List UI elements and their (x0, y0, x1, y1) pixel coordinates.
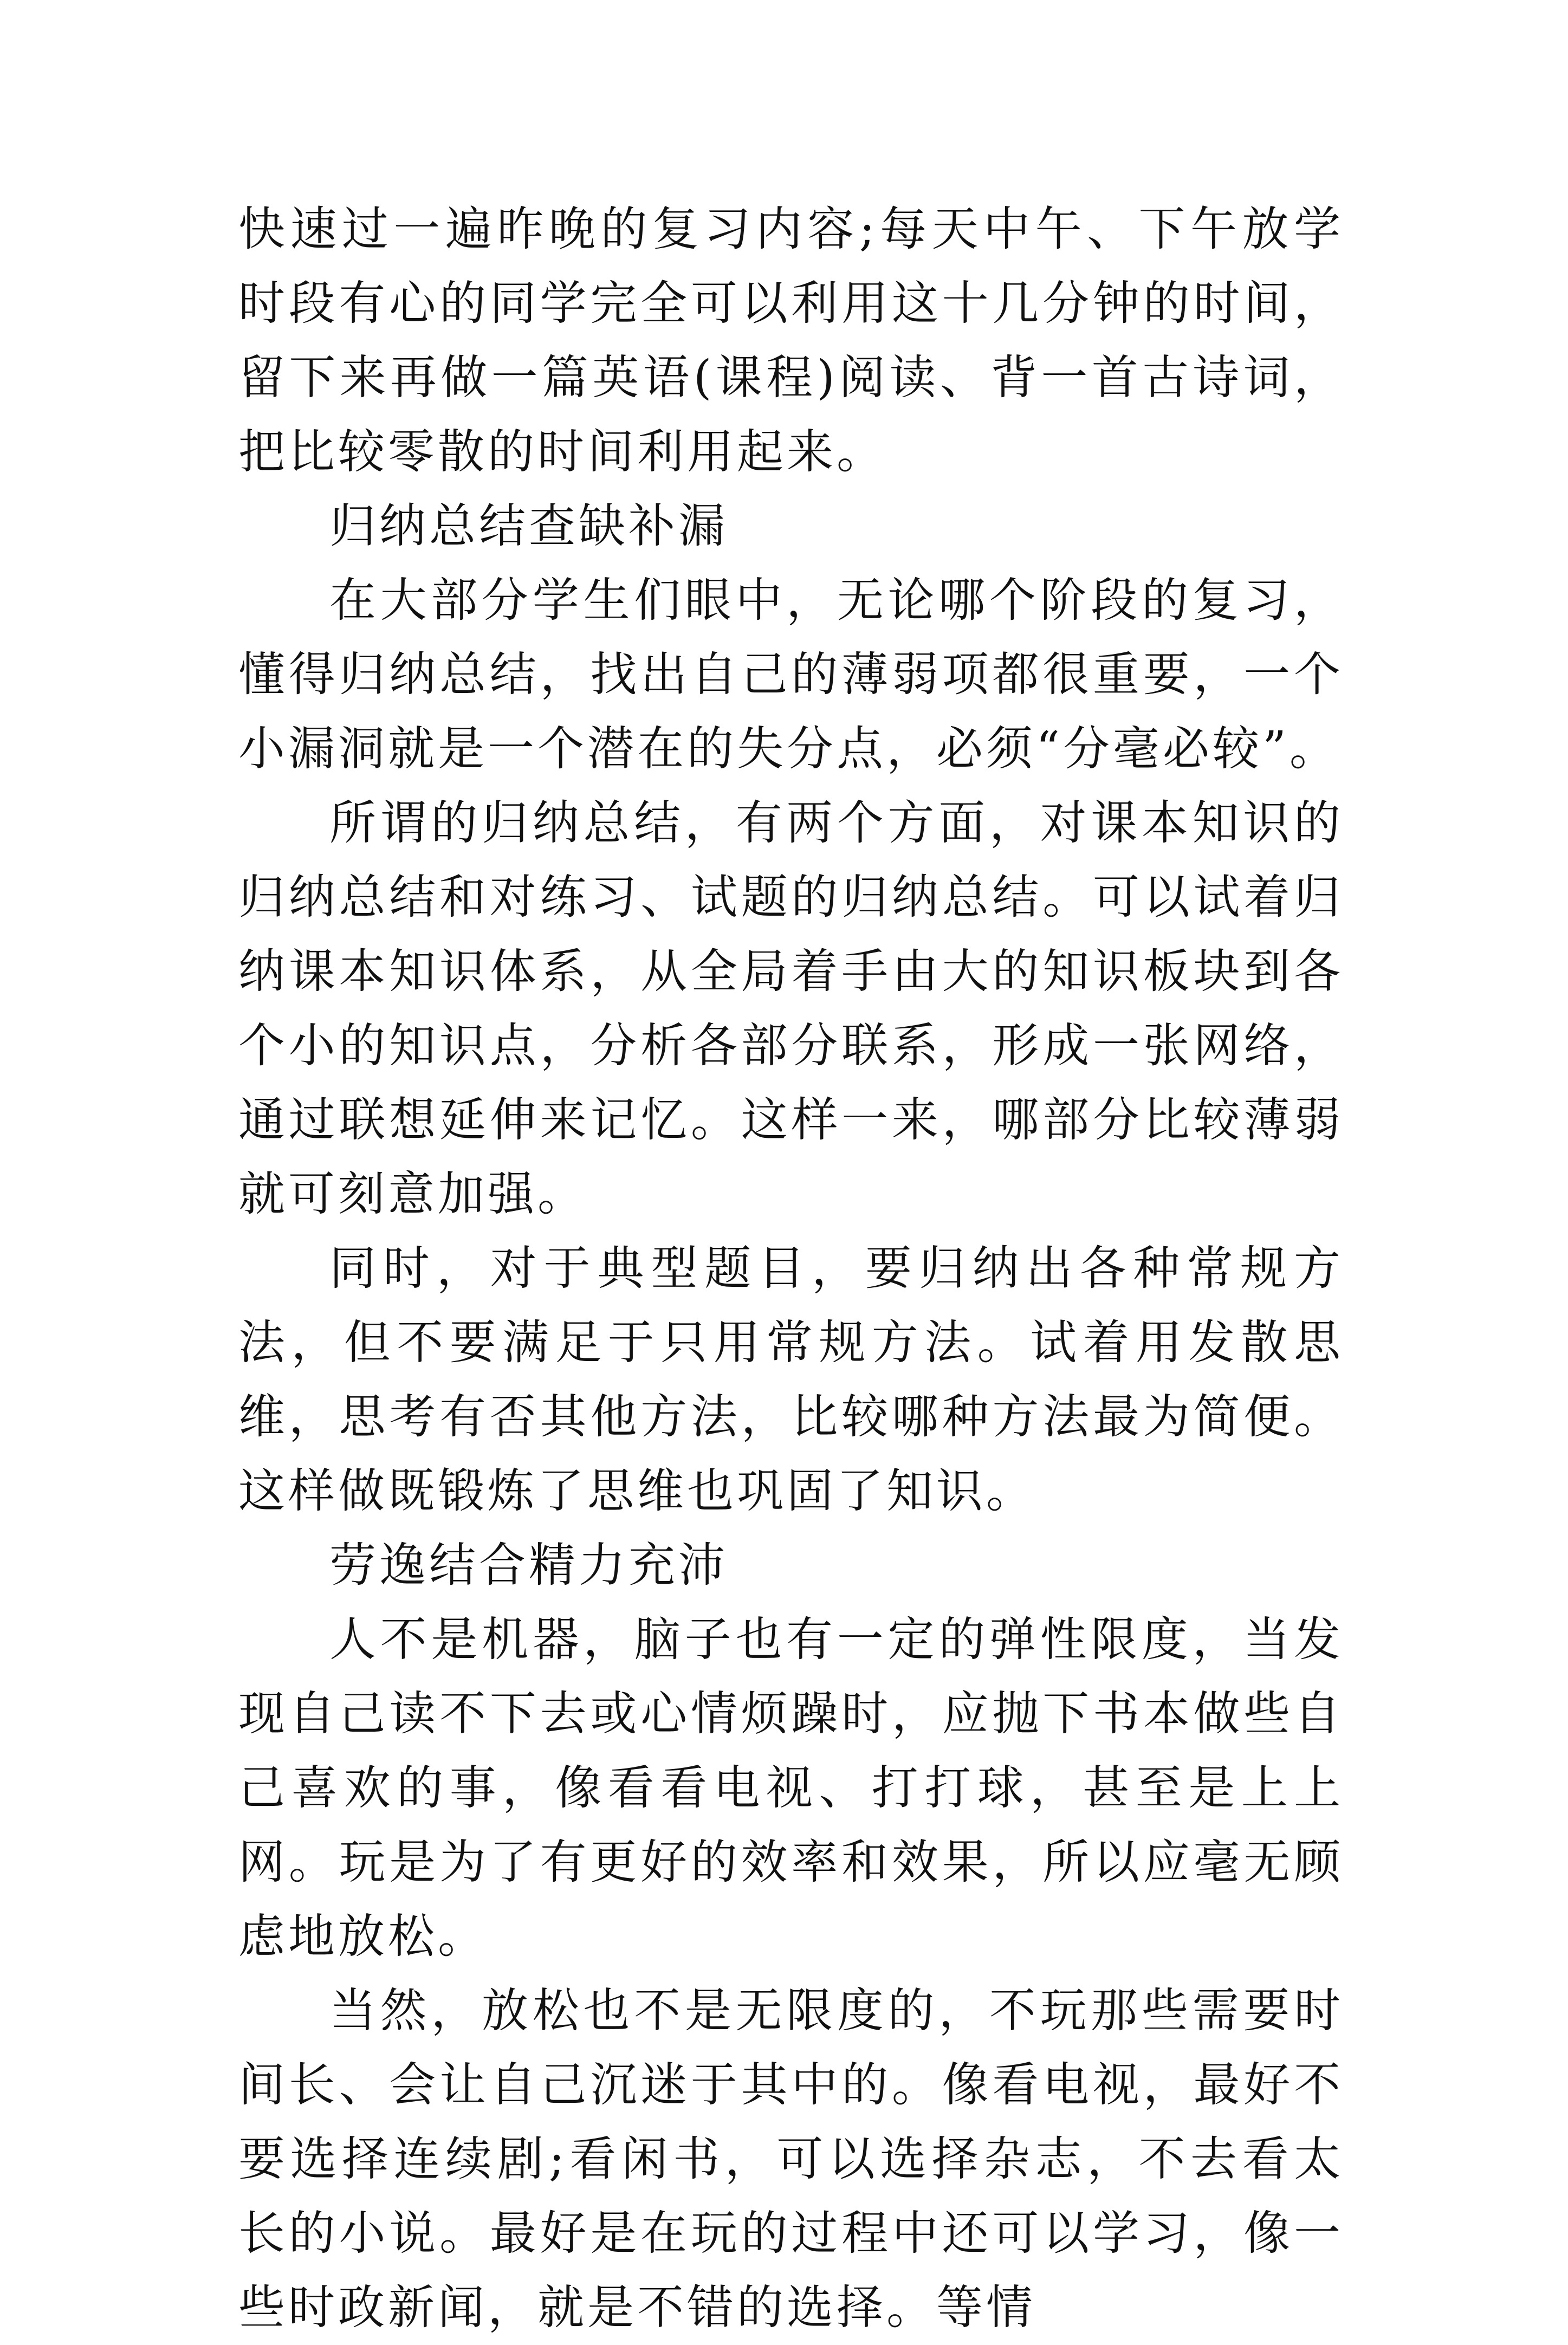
paragraph-continuation: 快速过一遍昨晚的复习内容;每天中午、下午放学时段有心的同学完全可以利用这十几分钟的时间，留下来再做一篇英语(课程)阅读、背一首古诗词，把比较零散的时间利用起来。 (238, 202, 1344, 479)
paragraph: 在大部分学生们眼中，无论哪个阶段的复习，懂得归纳总结，找出自己的薄弱项都很重要，一个小漏洞就是一个潜在的失分点，必须“分毫必较”。 (238, 573, 1344, 776)
paragraph: 人不是机器，脑子也有一定的弹性限度，当发现自己读不下去或心情烦躁时，应抛下书本做些自己喜欢的事，像看看电视、打打球，甚至是上上网。玩是为了有更好的效率和效果，所以应毫无顾虑地放松。 (238, 1612, 1344, 1964)
paragraph: 当然，放松也不是无限度的，不玩那些需要时间长、会让自己沉迷于其中的。像看电视，最好不要选择连续剧;看闲书，可以选择杂志，不去看太长的小说。最好是在玩的过程中还可以学习，像一些时政新闻，就是不错的选择。等情 (238, 1984, 1344, 2335)
section-heading-summary: 归纳总结查缺补漏 (329, 499, 728, 553)
section-heading-balance: 劳逸结合精力充沛 (329, 1538, 728, 1592)
document-body (238, 192, 1344, 2345)
paragraph: 同时，对于典型题目，要归纳出各种常规方法，但不要满足于只用常规方法。试着用发散思维，思考有否其他方法，比较哪种方法最为简便。这样做既锻炼了思维也巩固了知识。 (238, 1241, 1344, 1518)
paragraph: 所谓的归纳总结，有两个方面，对课本知识的归纳总结和对练习、试题的归纳总结。可以试着归纳课本知识体系，从全局着手由大的知识板块到各个小的知识点，分析各部分联系，形成一张网络，通过联想延伸来记忆。这样一来，哪部分比较薄弱就可刻意加强。 (238, 796, 1344, 1221)
